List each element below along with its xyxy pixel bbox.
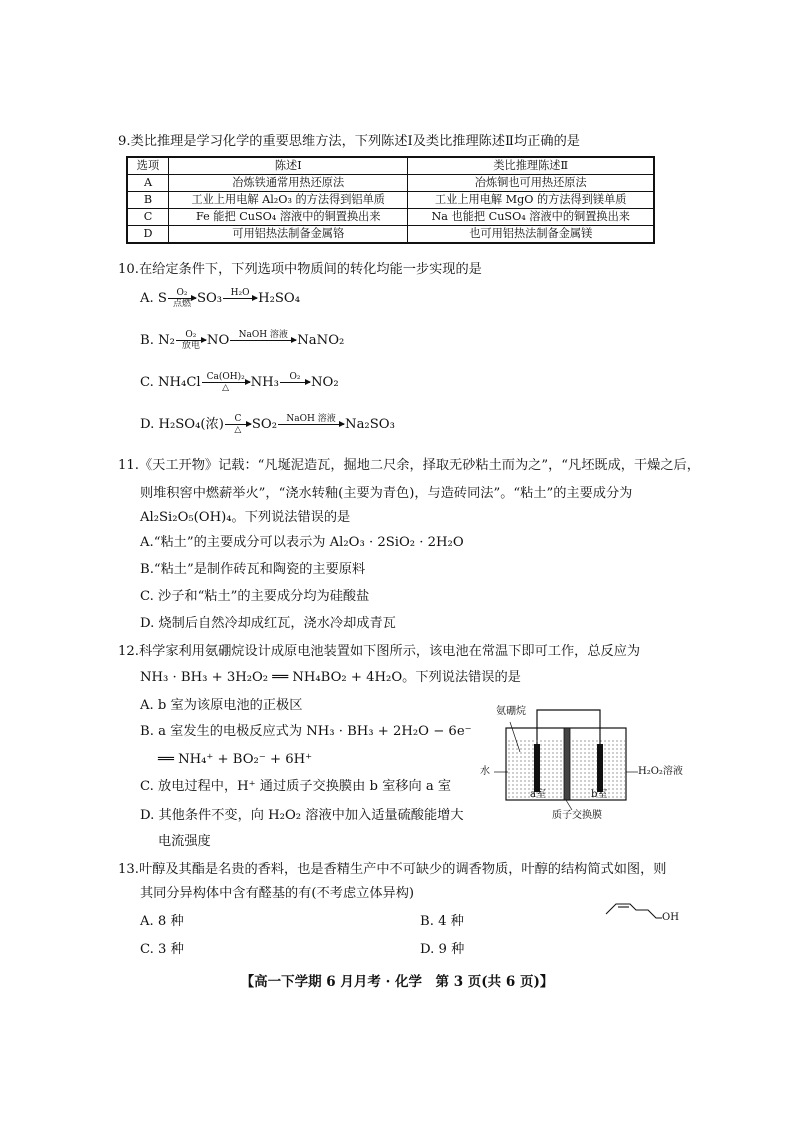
product: NaNO₂ [297, 333, 345, 348]
row-option: C [127, 209, 169, 226]
row-statement-1: 工业上用电解 Al₂O₃ 的方法得到铝单质 [169, 192, 408, 209]
q10-option-c [140, 372, 339, 393]
table-row [127, 175, 654, 192]
table-header-row [127, 157, 654, 175]
arrow-condition-top: Ca(OH)₂ [206, 372, 245, 382]
q12-option-b-line2: ══ NH₄⁺ + BO₂⁻ + 6H⁺ [158, 752, 313, 767]
q12-option-c: C. 放电过程中，H⁺ 通过质子交换膜由 b 室移向 a 室 [140, 779, 452, 794]
q11-line3: Al₂Si₂O₅(OH)₄。下列说法错误的是 [140, 510, 351, 525]
option-label: A. S [140, 291, 167, 306]
row-statement-1: Fe 能把 CuSO₄ 溶液中的铜置换出来 [169, 209, 408, 226]
hydroxyl-label: OH [662, 912, 679, 923]
row-option: D [127, 226, 169, 244]
q10-stem: 10.在给定条件下，下列选项中物质间的转化均能一步实现的是 [118, 262, 482, 277]
row-statement-2: 也可用铝热法制备金属镁 [408, 226, 654, 244]
header-statement-2: 类比推理陈述Ⅱ [408, 157, 654, 175]
arrow-condition-bottom: 放电 [181, 341, 200, 351]
table-row [127, 226, 654, 244]
q13-option-b: B. 4 种 [420, 914, 464, 929]
arrow-condition-bottom: △ [234, 425, 242, 435]
reaction-arrow [202, 382, 250, 383]
arrow-condition-top: NaOH 溶液 [238, 330, 288, 340]
q13-line1: 13.叶醇及其酯是名贵的香料，也是香精生产中不可缺少的调香物质，叶醇的结构简式如图，则 [118, 862, 667, 877]
arrow-condition-top: O₂ [289, 372, 301, 382]
arrow-condition-top: O₂ [176, 288, 188, 298]
reaction-arrow [225, 424, 251, 425]
q13-line2: 其同分异构体中含有醛基的有(不考虑立体异构) [140, 886, 415, 901]
label-chamber-b: b室 [591, 789, 608, 800]
arrow-condition-top: NaOH 溶液 [286, 414, 336, 424]
arrow-condition-top: H₂O [230, 288, 250, 298]
reaction-arrow [168, 298, 196, 299]
q13-option-a: A. 8 种 [140, 914, 184, 929]
product: SO₂ [251, 417, 278, 432]
q11-option-c: C. 沙子和“粘土”的主要成分均为硅酸盐 [140, 589, 370, 604]
row-statement-2: 工业上用电解 MgO 的方法得到镁单质 [408, 192, 654, 209]
q12-line2: NH₃ · BH₃ + 3H₂O₂ ══ NH₄BO₂ + 4H₂O。下列说法错误的是 [140, 670, 521, 685]
q12-option-a: A. b 室为该原电池的正极区 [140, 698, 303, 713]
product: H₂SO₄ [258, 291, 301, 306]
product: NO₂ [310, 375, 339, 390]
q13-option-d: D. 9 种 [420, 942, 465, 957]
q10-option-a [140, 288, 300, 309]
table-row [127, 209, 654, 226]
reaction-arrow [280, 382, 310, 383]
q12-option-d-line1: D. 其他条件不变，向 H₂O₂ 溶液中加入适量硫酸能增大 [140, 808, 464, 823]
label-membrane: 质子交换膜 [552, 810, 602, 821]
label-chamber-a: a室 [530, 789, 546, 800]
label-h2o2: H₂O₂溶液 [638, 766, 683, 777]
q12-line1: 12.科学家利用氨硼烷设计成原电池装置如下图所示，该电池在常温下即可工作，总反应为 [118, 644, 641, 659]
row-statement-1: 可用铝热法制备金属铬 [169, 226, 408, 244]
reaction-arrow [176, 340, 206, 341]
arrow-condition-bottom: 点燃 [172, 299, 191, 309]
table-row [127, 192, 654, 209]
label-ammonia-borane: 氨硼烷 [496, 706, 526, 717]
header-option: 选项 [127, 157, 169, 175]
option-label: D. H₂SO₄(浓) [140, 417, 224, 432]
product: SO₃ [196, 291, 223, 306]
reaction-arrow [230, 340, 296, 341]
option-label: C. NH₄Cl [140, 375, 201, 390]
q12-option-b-line1: B. a 室发生的电极反应式为 NH₃ · BH₃ + 2H₂O − 6e⁻ [140, 724, 472, 739]
row-option: A [127, 175, 169, 192]
q10-option-b [140, 330, 344, 351]
q11-line1: 11.《天工开物》记载：“凡埏泥造瓦，掘地二尺余，择取无砂粘土而为之”，“凡坯既成，干燥之后， [118, 458, 700, 473]
q12-option-d-line2: 电流强度 [158, 834, 211, 849]
carbon-chain [606, 904, 662, 918]
reaction-arrow [278, 424, 344, 425]
q10-option-d [140, 414, 395, 435]
product: Na₂SO₃ [345, 417, 395, 432]
product: NH₃ [250, 375, 279, 390]
proton-membrane [564, 728, 570, 800]
product: NO [206, 333, 230, 348]
arrow-condition-top: O₂ [185, 330, 197, 340]
q11-option-b: B.“粘土”是制作砖瓦和陶瓷的主要原料 [140, 562, 366, 577]
q11-option-d: D. 烧制后自然冷却成红瓦，浇水冷却成青瓦 [140, 616, 396, 631]
label-water: 水 [480, 766, 490, 777]
q9-stem: 9.类比推理是学习化学的重要思维方法，下列陈述Ⅰ及类比推理陈述Ⅱ均正确的是 [118, 134, 580, 149]
arrow-condition-bottom: △ [222, 383, 230, 393]
header-statement-1: 陈述Ⅰ [169, 157, 408, 175]
row-statement-2: Na 也能把 CuSO₄ 溶液中的铜置换出来 [408, 209, 654, 226]
battery-diagram [480, 700, 683, 825]
q13-option-c: C. 3 种 [140, 942, 184, 957]
page-footer: 【高一下学期 6 月月考 · 化学 第 3 页(共 6 页)】 [240, 974, 554, 990]
q9-table [126, 156, 655, 244]
row-statement-2: 冶炼铜也可用热还原法 [408, 175, 654, 192]
arrow-condition-top: C [234, 414, 242, 424]
option-label: B. N₂ [140, 333, 175, 348]
reaction-arrow [223, 298, 257, 299]
row-option: B [127, 192, 169, 209]
q11-line2: 则堆积窖中燃薪举火”，“浇水转釉(主要为青色)，与造砖同法”。“粘土”的主要成分为 [140, 486, 633, 501]
row-statement-1: 冶炼铁通常用热还原法 [169, 175, 408, 192]
q11-option-a: A.“粘土”的主要成分可以表示为 Al₂O₃ · 2SiO₂ · 2H₂O [140, 535, 464, 550]
